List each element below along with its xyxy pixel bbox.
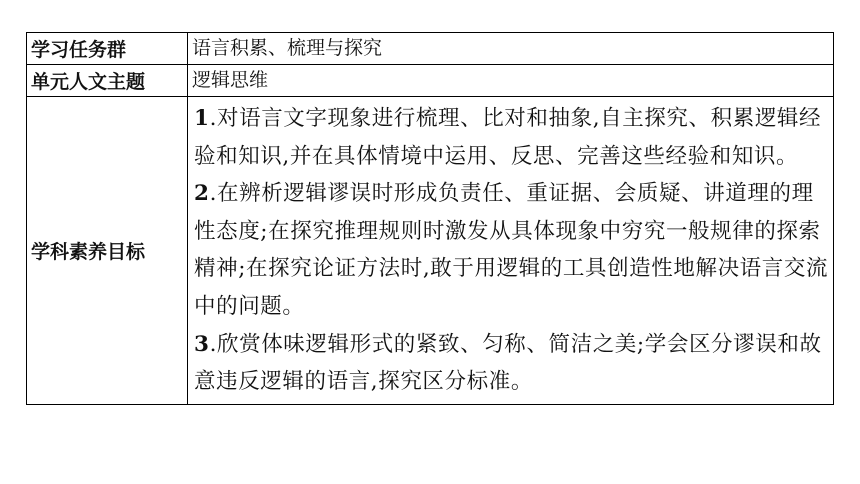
literacy-goals-cell [188, 97, 834, 405]
goal-number: 3 [194, 331, 210, 357]
goal-text: .对语言文字现象进行梳理、比对和抽象,自主探究、积累逻辑经验和知识,并在具体情境中运用、反思、完善这些经验和知识。 [194, 106, 822, 169]
goal-item-1 [194, 100, 830, 175]
table-row-literacy-goals [27, 97, 834, 405]
goal-text: .在辨析逻辑谬误时形成负责任、重证据、会质疑、讲道理的理性态度;在探究推理规则时激发从具体现象中穷究一般规律的探索精神;在探究论证方法时,敢于用逻辑的工具创造性地解决语言交流中的问题。 [194, 181, 829, 319]
table-row-task-group [27, 33, 834, 65]
goal-item-3 [194, 326, 830, 401]
unit-info-table [26, 32, 834, 405]
unit-theme-label: 单元人文主题 [27, 65, 188, 97]
goal-number: 1 [194, 106, 210, 131]
goal-item-2 [194, 175, 830, 325]
goal-text: .欣赏体味逻辑形式的紧致、匀称、简洁之美;学会区分谬误和故意违反逻辑的语言,探究区分标准。 [194, 331, 822, 395]
goal-number: 2 [194, 181, 210, 207]
table-row-unit-theme [27, 65, 834, 97]
unit-theme-value: 逻辑思维 [188, 65, 834, 97]
task-group-value: 语言积累、梳理与探究 [188, 33, 834, 65]
literacy-goals-label: 学科素养目标 [27, 97, 188, 405]
task-group-label: 学习任务群 [27, 33, 188, 65]
